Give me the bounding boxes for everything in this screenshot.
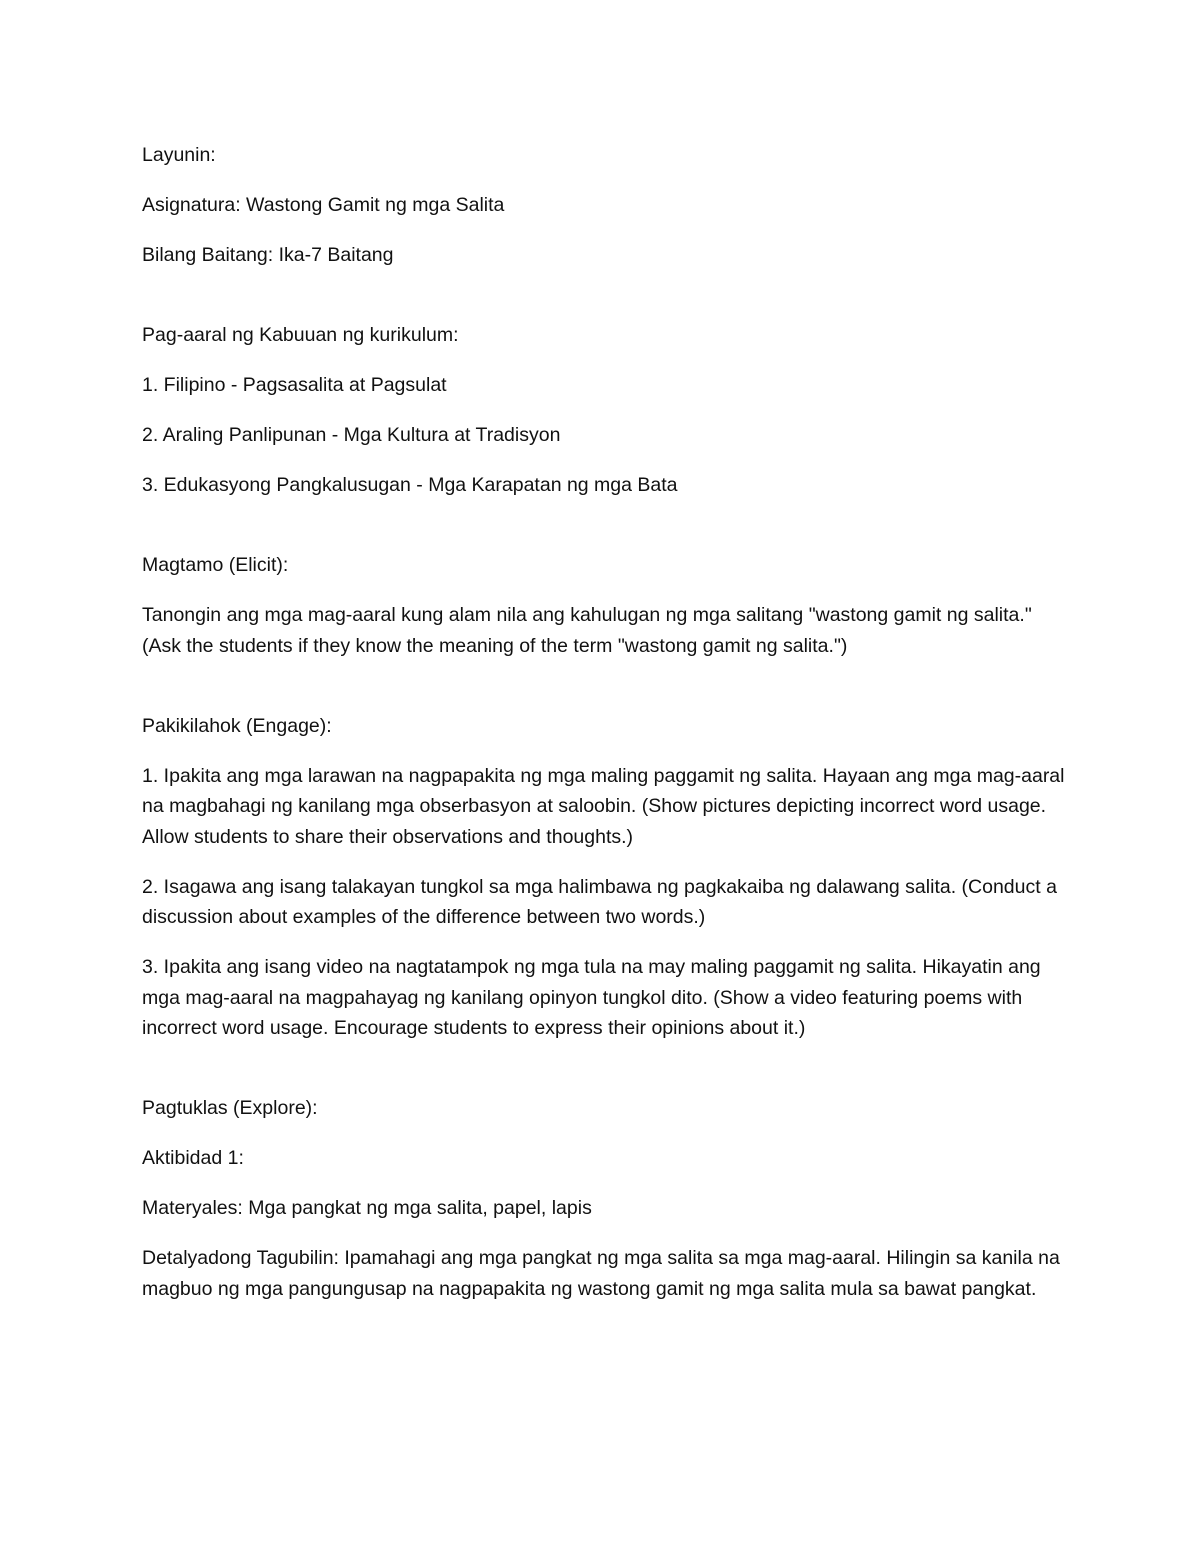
elicit-text: Tanongin ang mga mag-aaral kung alam nila ang kahulugan ng mga salitang "wastong gamit ng salita." (Ask the students if they know the meaning of the term "wastong gamit ng salita.")	[142, 604, 1038, 657]
engage-item: 1. Ipakita ang mga larawan na nagpapakita ng mga maling paggamit ng salita. Hayaan ang mga mag-aaral na magbahagi ng kanilang mga obserbasyon at saloobin. (Show pictures depicting incorrect word usage. Allow students to share their observations and thoughts.)	[142, 764, 1070, 848]
curriculum-item: 2. Araling Panlipunan - Mga Kultura at Tradisyon	[142, 424, 561, 446]
subject-line: Asignatura: Wastong Gamit ng mga Salita	[142, 194, 505, 216]
explore-heading: Pagtuklas (Explore):	[142, 1097, 318, 1119]
engage-item: 2. Isagawa ang isang talakayan tungkol sa mga halimbawa ng pagkakaiba ng dalawang salita. (Conduct a discussion about examples of the difference between two words.)	[142, 875, 1063, 928]
section-spacer	[142, 520, 1072, 550]
engage-item: 3. Ipakita ang isang video na nagtatampok ng mga tula na may maling paggamit ng salita. Hikayatin ang mga mag-aaral na magpahayag ng kanilang opinyon tungkol dito. (Show a video featuring poems with incorrect word usage. Encourage students to express their opinions about it.)	[142, 956, 1047, 1039]
instructions-text: Detalyadong Tagubilin: Ipamahagi ang mga pangkat ng mga salita sa mga mag-aaral. Hilingin sa kanila na magbuo ng mga pangungusap na nagpapakita ng wastong gamit ng mga salita mula sa bawat pangkat.	[142, 1247, 1066, 1300]
curriculum-heading: Pag-aaral ng Kabuuan ng kurikulum:	[142, 324, 459, 346]
curriculum-item: 1. Filipino - Pagsasalita at Pagsulat	[142, 374, 447, 396]
curriculum-item: 3. Edukasyong Pangkalusugan - Mga Karapatan ng mga Bata	[142, 474, 678, 496]
objective-label: Layunin:	[142, 144, 216, 166]
section-spacer	[142, 1063, 1072, 1093]
elicit-heading: Magtamo (Elicit):	[142, 554, 289, 576]
materials-line: Materyales: Mga pangkat ng mga salita, papel, lapis	[142, 1197, 592, 1219]
engage-heading: Pakikilahok (Engage):	[142, 714, 332, 737]
grade-level-line: Bilang Baitang: Ika-7 Baitang	[142, 244, 394, 266]
section-spacer	[142, 290, 1072, 320]
document-body	[142, 140, 1072, 1324]
activity-label: Aktibidad 1:	[142, 1147, 244, 1169]
section-spacer	[142, 681, 1072, 711]
